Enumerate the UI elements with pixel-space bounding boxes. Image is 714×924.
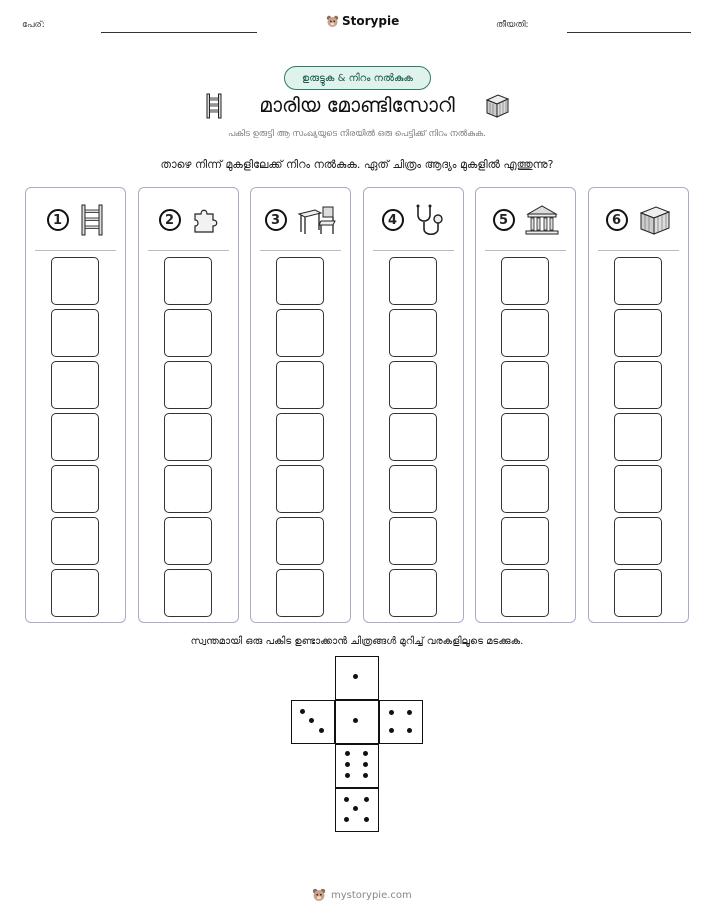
color-box[interactable] [614,465,662,513]
color-box[interactable] [51,361,99,409]
color-box[interactable] [389,465,437,513]
color-box[interactable] [51,413,99,461]
column-number: 4 [382,209,404,231]
column-3 [250,187,351,623]
university-building-icon [525,204,559,236]
color-box[interactable] [614,413,662,461]
brand-name: Storypie [342,14,400,28]
activity-pill-label: ഉരുട്ടുക & നിറം നൽകുക [302,72,413,84]
die-face-3 [291,700,335,744]
color-box[interactable] [276,465,324,513]
color-box[interactable] [51,257,99,305]
color-box[interactable] [501,257,549,305]
die-face-4 [379,700,423,744]
color-box[interactable] [51,517,99,565]
name-label: പേര്: [22,20,45,30]
ladder-icon [205,93,223,119]
name-line[interactable] [101,32,257,33]
wooden-cube-icon [638,204,672,236]
color-box[interactable] [389,257,437,305]
column-header [26,202,125,238]
color-box[interactable] [389,361,437,409]
color-box[interactable] [164,257,212,305]
color-box[interactable] [276,517,324,565]
instruction: താഴെ നിന്ന് മുകളിലേക്ക് നിറം നൽകുക. ഏത് ചിത്രം ആദ്യം മുകളിൽ എത്തുന്നു? [160,158,554,171]
color-box[interactable] [389,517,437,565]
die-face-5 [335,788,379,832]
column-number: 1 [47,209,69,231]
school-desk-icon [297,204,337,236]
net-instruction: സ്വന്തമായി ഒരു പകിട ഉണ്ടാക്കാൻ ചിത്രങ്ങൾ മുറിച്ച് വരകളിലൂടെ മടക്കുക. [190,636,524,647]
color-box[interactable] [164,361,212,409]
column-number: 3 [265,209,287,231]
date-label: തീയതി: [496,20,529,30]
color-box[interactable] [164,569,212,617]
color-box[interactable] [614,309,662,357]
bear-icon [312,888,326,902]
color-box[interactable] [51,465,99,513]
footer [312,888,412,902]
color-box[interactable] [389,569,437,617]
column-header [476,202,575,238]
column-number: 2 [159,209,181,231]
color-box[interactable] [276,569,324,617]
color-box[interactable] [501,413,549,461]
color-box[interactable] [164,517,212,565]
date-line[interactable] [567,32,691,33]
color-box[interactable] [164,413,212,461]
color-box[interactable] [501,517,549,565]
column-header [139,202,238,238]
color-box[interactable] [51,309,99,357]
column-number: 6 [606,209,628,231]
stethoscope-icon [414,203,446,237]
color-box[interactable] [276,413,324,461]
column-header [364,202,463,238]
subtitle: പകിട ഉരുട്ടി ആ സംഖ്യയുടെ നിരയിൽ ഒരു പെട്ടിക്ക് നിറം നൽകുക. [228,129,486,139]
color-box[interactable] [276,361,324,409]
activity-pill [284,66,431,90]
wooden-cube-icon [483,92,511,120]
column-5 [475,187,576,623]
puzzle-piece-icon [191,206,219,234]
color-box[interactable] [614,517,662,565]
page-title: മാരിയ മോണ്ടിസോറി [259,93,455,117]
color-box[interactable] [276,309,324,357]
color-box[interactable] [276,257,324,305]
bear-icon [326,15,339,28]
column-1 [25,187,126,623]
column-6 [588,187,689,623]
footer-url[interactable]: mystorypie.com [331,889,412,901]
color-box[interactable] [501,309,549,357]
ladder-icon [79,204,105,236]
color-box[interactable] [614,569,662,617]
color-box[interactable] [501,361,549,409]
column-2 [138,187,239,623]
color-box[interactable] [164,465,212,513]
die-face-1 [335,700,379,744]
color-box[interactable] [501,465,549,513]
color-box[interactable] [389,309,437,357]
die-face-6 [335,744,379,788]
color-box[interactable] [51,569,99,617]
color-box[interactable] [614,361,662,409]
color-box[interactable] [501,569,549,617]
color-box[interactable] [164,309,212,357]
column-4 [363,187,464,623]
color-box[interactable] [614,257,662,305]
die-face-1 [335,656,379,700]
column-header [251,202,350,238]
color-box[interactable] [389,413,437,461]
column-header [589,202,688,238]
column-number: 5 [493,209,515,231]
brand-logo [326,14,399,28]
